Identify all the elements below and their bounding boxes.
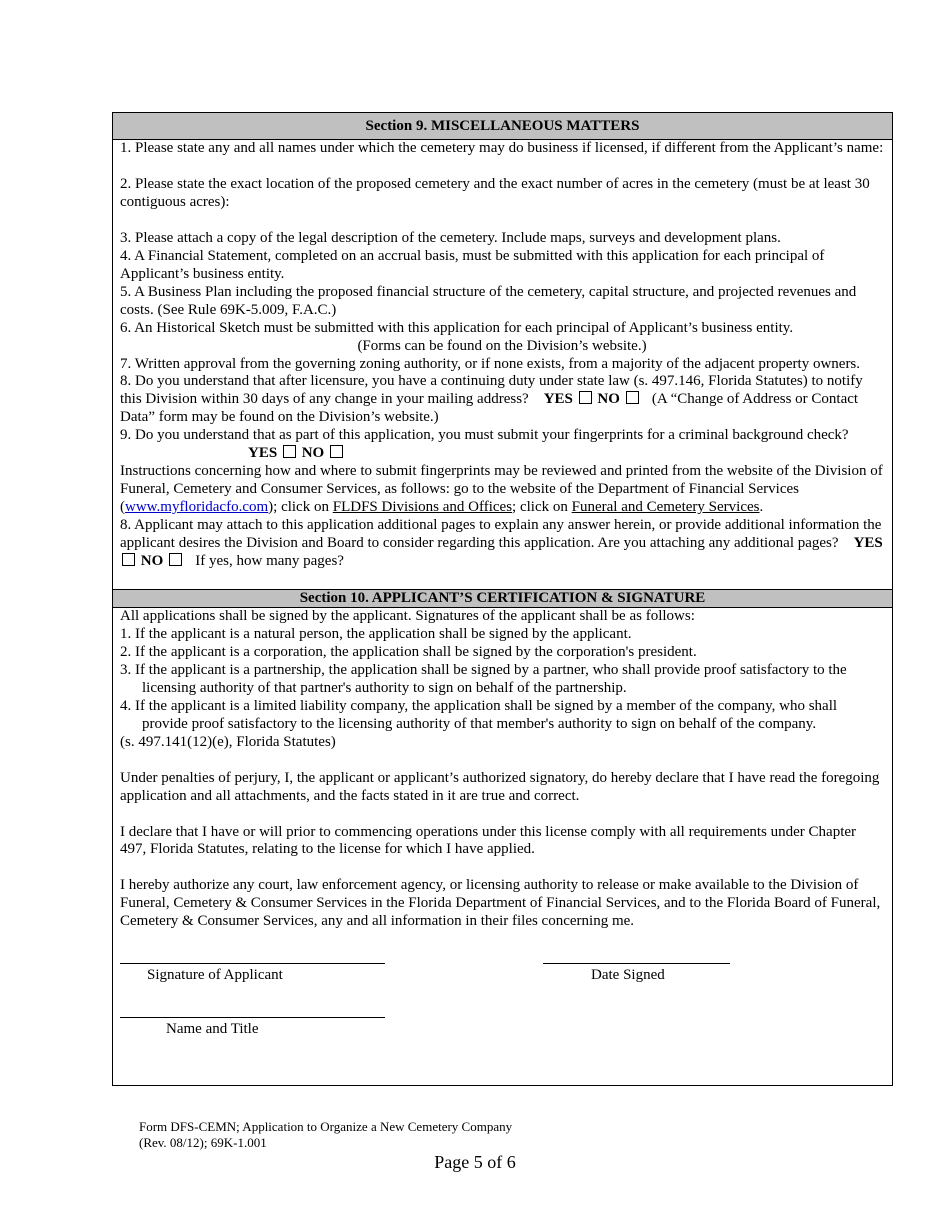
rule-1: 1. If the applicant is a natural person, the application shall be signed by the applicant. [120,625,632,642]
authorization-statement: I hereby authorize any court, law enforcement agency, or licensing authority to release or make available to the Division of Funeral, Cemetery & Consumer Services in the Florida Department of Financial Services, and to the Florida Board of Funeral, Cemetery & Consumer Services, any and all information in their files concerning me. [120,877,881,930]
form-revision: (Rev. 08/12); 69K-1.001 [139,1135,267,1150]
item-9-question: 9. Do you understand that as part of this application, you must submit your fingerprints for a criminal background check? [120,427,849,444]
no-label: NO [140,553,164,570]
yes-label: YES [248,445,278,462]
item-2: 2. Please state the exact location of the proposed cemetery and the exact number of acres in the cemetery (must be at least 30 contiguous acres): [120,175,870,210]
fp-text-2: ); click on [268,499,333,516]
form-footer [139,1119,512,1151]
myfloridacfo-link[interactable]: www.myfloridacfo.com [125,499,269,516]
name-title-line[interactable] [120,1017,385,1018]
additional-pages-question: 8. Applicant may attach to this application additional pages to explain any answer herein, or provide additional information the applicant desires the Division and Board to consider regarding this application. Are you attaching any additional pages? [120,517,882,552]
perjury-declaration: Under penalties of perjury, I, the applicant or applicant’s authorized signatory, do hereby declare that I have read the foregoing application and all attachments, and the facts stated in it are true and correct. [120,769,880,804]
item-4: 4. A Financial Statement, completed on an accrual basis, must be submitted with this application for each principal of Applicant’s business entity. [120,247,825,282]
compliance-declaration: I declare that I have or will prior to commencing operations under this license comply with all requirements under Chapter 497, Florida Statutes, relating to the license for which I have applied. [120,823,857,858]
item-5: 5. A Business Plan including the proposed financial structure of the cemetery, capital structure, and projected revenues and costs. (See Rule 69K-5.009, F.A.C.) [120,283,857,318]
application-form [112,112,893,1086]
section-9-body [113,140,892,571]
fp-text-4: . [759,499,764,516]
funeral-cemetery-services-link[interactable]: Funeral and Cemetery Services [571,499,760,516]
item-9-answer [120,445,884,463]
fingerprint-no-checkbox[interactable] [330,445,343,458]
rule-3: 3. If the applicant is a partnership, the application shall be signed by a partner, who shall provide proof satisfactory to the licensing authority of that partner's authority to sign on behalf of the partnership. [120,661,847,696]
item-7: 7. Written approval from the governing zoning authority, or if none exists, from a majority of the adjacent property owners. [120,355,861,372]
form-id: Form DFS-CEMN; Application to Organize a New Cemetery Company [139,1119,513,1134]
fingerprint-yes-checkbox[interactable] [283,445,296,458]
item-6-note: (Forms can be found on the Division’s website.) [357,337,647,354]
signature-area [113,931,892,1071]
item-6: 6. An Historical Sketch must be submitted with this application for each principal of Applicant’s business entity. [120,319,794,336]
page-number: Page 5 of 6 [434,1152,516,1172]
section-9-header: Section 9. MISCELLANEOUS MATTERS [113,113,892,140]
address-no-checkbox[interactable] [626,391,639,404]
pages-yes-checkbox[interactable] [122,553,135,566]
fp-text-1: Instructions concerning how and where to submit fingerprints may be reviewed and printed from the website of the Division of Funeral, Cemetery and Consumer Services, as follows: go to the website of the Department of Financial Services ( [120,463,883,516]
date-line[interactable] [543,963,730,964]
section-10-header: Section 10. APPLICANT’S CERTIFICATION & SIGNATURE [113,589,892,608]
rule-2: 2. If the applicant is a corporation, the application shall be signed by the corporation's president. [120,643,697,660]
signature-line[interactable] [120,963,385,964]
statute-citation: (s. 497.141(12)(e), Florida Statutes) [120,733,336,750]
signature-label: Signature of Applicant [147,967,283,984]
yes-label: YES [543,391,573,408]
no-label: NO [597,391,620,408]
signing-intro: All applications shall be signed by the applicant. Signatures of the applicant shall be as follows: [120,607,695,624]
name-title-label: Name and Title [166,1021,259,1038]
item-3: 3. Please attach a copy of the legal description of the cemetery. Include maps, surveys and development plans. [120,229,781,246]
no-label: NO [301,445,325,462]
address-yes-checkbox[interactable] [579,391,592,404]
item-8-additional-pages [120,517,884,571]
section-10-body [113,608,892,931]
pages-count-question: If yes, how many pages? [195,553,344,570]
item-1: 1. Please state any and all names under which the cemetery may do business if licensed, if different from the Applicant’s name: [120,140,884,156]
yes-label: YES [853,535,883,552]
fp-text-3: ; click on [512,499,572,516]
item-8-question: 8. Do you understand that after licensure, you have a continuing duty under state law (s. 497.146, Florida Statutes) to notify this Division within 30 days of any change in your mailing address? [120,373,863,408]
item-8-address [120,373,884,427]
rule-4: 4. If the applicant is a limited liability company, the application shall be signed by a member of the company, who shall provide proof satisfactory to the licensing authority of that member's authority to sign on behalf of the company. [120,697,838,732]
fldfs-divisions-link[interactable]: FLDFS Divisions and Offices [332,499,513,516]
date-label: Date Signed [591,967,665,984]
fingerprint-instructions [120,463,884,517]
pages-no-checkbox[interactable] [169,553,182,566]
item-8-note: (A “Change of Address or Contact Data” form may be found on the Division’s website.) [120,391,859,426]
